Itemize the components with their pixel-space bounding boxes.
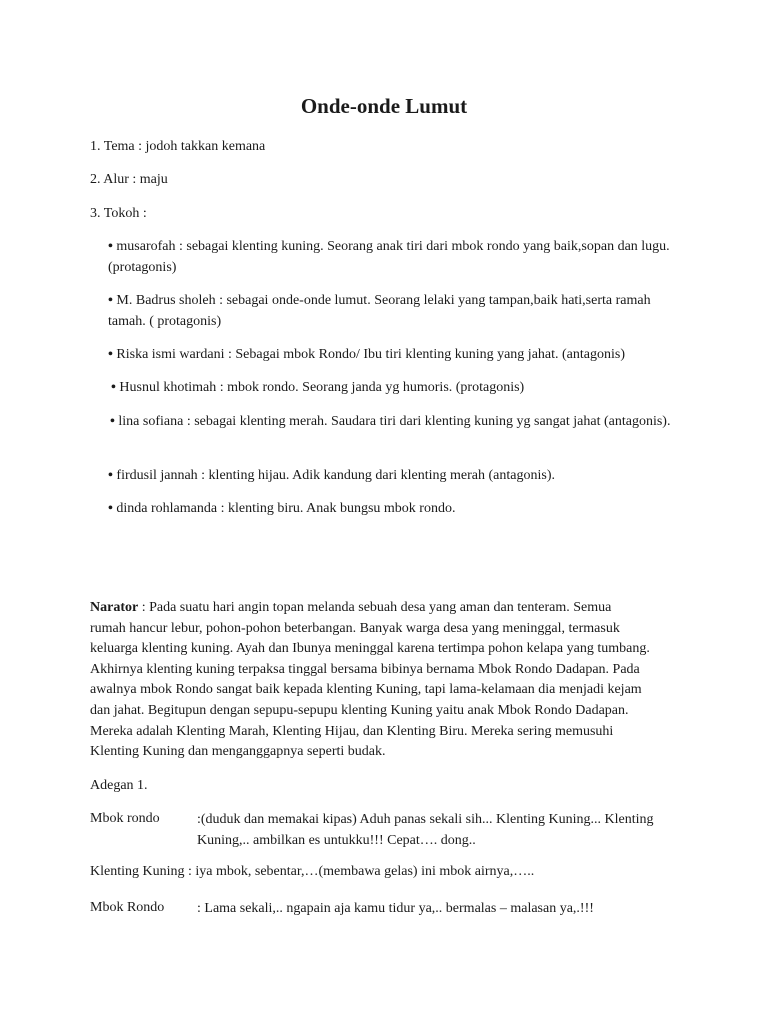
info-tokoh: 3. Tokoh :: [90, 206, 147, 221]
dialogue-line: : Lama sekali,.. ngapain aja kamu tidur ya,.. bermalas – malasan ya,.!!!: [197, 901, 594, 916]
bullet-icon: •: [110, 414, 115, 429]
narration-paragraph: [90, 598, 650, 763]
character-text: musarofah : sebagai klenting kuning. Seorang anak tiri dari mbok rondo yang baik,sopan dan lugu. (protagonis): [108, 239, 670, 275]
character-item: [108, 290, 678, 332]
character-text: dinda rohlamanda : klenting biru. Anak bungsu mbok rondo.: [116, 501, 456, 516]
scene-heading: Adegan 1.: [90, 778, 148, 793]
bullet-icon: •: [108, 293, 113, 308]
character-item: [108, 344, 678, 365]
narration-text: : Pada suatu hari angin topan melanda sebuah desa yang aman dan tenteram. Semua rumah hancur lebur, pohon-pohon beterbangan. Banyak warga desa yang meninggal, termasuk keluarga klenting kuning. Ayah dan Ibunya meninggal karena tertimpa pohon kelapa yang tumbang. Akhirnya klenting kuning terpaksa tinggal bersama bibinya bernama Mbok Rondo Dadapan. Pada awalnya mbok Rondo sangat baik kepada klenting Kuning, tapi lama-kelamaan dia menjadi kejam dan jahat. Begitupun dengan sepupu-sepupu klenting Kuning yaitu anak Mbok Rondo Dadapan. Mereka adalah Klenting Marah, Klenting Hijau, dan Klenting Biru. Mereka sering memusuhi Klenting Kuning dan menganggapnya seperti budak.: [90, 600, 650, 760]
bullet-icon: •: [108, 501, 113, 516]
character-text: firdusil jannah : klenting hijau. Adik kandung dari klenting merah (antagonis).: [116, 468, 555, 483]
character-item: [108, 498, 678, 519]
character-text: lina sofiana : sebagai klenting merah. Saudara tiri dari klenting kuning yg sangat jahat (antagonis).: [118, 414, 671, 429]
character-item: [108, 236, 678, 278]
info-alur: 2. Alur : maju: [90, 172, 168, 187]
dialogue-speaker: Mbok Rondo: [90, 900, 165, 915]
document-title: Onde-onde Lumut: [300, 94, 468, 118]
bullet-icon: •: [108, 347, 113, 362]
narrator-label: Narator: [90, 600, 139, 615]
character-item: [110, 411, 680, 432]
bullet-icon: •: [108, 239, 113, 254]
character-text: Riska ismi wardani : Sebagai mbok Rondo/ Ibu tiri klenting kuning yang jahat. (antagonis): [116, 347, 625, 362]
character-item: [111, 377, 681, 398]
info-tema: 1. Tema : jodoh takkan kemana: [90, 139, 266, 154]
character-text: M. Badrus sholeh : sebagai onde-onde lumut. Seorang lelaki yang tampan,baik hati,serta ramah tamah. ( protagonis): [108, 293, 651, 329]
dialogue-line: :(duduk dan memakai kipas) Aduh panas sekali sih... Klenting Kuning... Klenting Kuning,.. ambilkan es untukku!!! Cepat…. dong..: [197, 812, 654, 848]
bullet-icon: •: [111, 380, 116, 395]
character-item: [108, 465, 678, 486]
dialogue-speaker: Mbok rondo: [90, 811, 160, 826]
dialogue-speaker: Klenting Kuning : iya mbok, sebentar,…(membawa gelas) ini mbok airnya,…..: [90, 864, 535, 879]
character-text: Husnul khotimah : mbok rondo. Seorang janda yg humoris. (protagonis): [119, 380, 525, 395]
bullet-icon: •: [108, 468, 113, 483]
